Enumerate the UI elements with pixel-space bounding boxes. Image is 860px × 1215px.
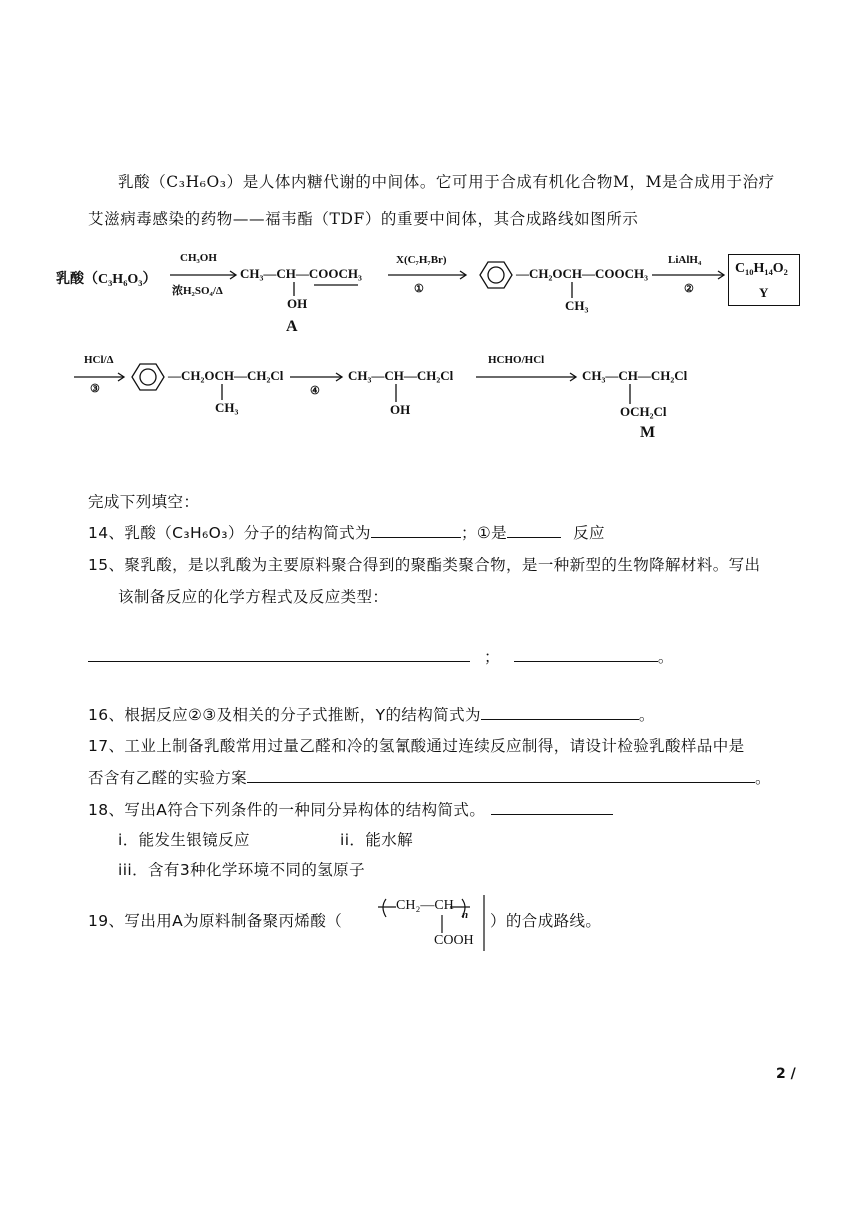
benzyl-chloride-ether: —CH₂OCH—CH₂Cl (168, 368, 284, 383)
benzene-ring-2 (132, 364, 164, 390)
chlorohydrin: CH₃—CH—CH₂Cl (348, 368, 454, 383)
question-18 (88, 798, 613, 820)
bracket-right (462, 899, 465, 917)
q15-blank-equation[interactable] (88, 647, 470, 662)
intro-line-1: 乳酸（C₃H₆O₃）是人体内糖代谢的中间体。它可用于合成有机化合物M，M是合成用于治疗 (118, 173, 775, 191)
arrow4-bottom-label: ③ (90, 383, 100, 395)
arrow3-bottom-label: ② (684, 283, 694, 295)
arrow2-bottom-label: ① (414, 283, 424, 295)
question-15-answer-line (88, 645, 674, 667)
chlorohydrin-oh: OH (390, 402, 411, 417)
question-17-line-1: 17、工业上制备乳酸常用过量乙醛和冷的氢氰酸通过连续反应制得，请设计检验乳酸样品中是 (88, 737, 745, 755)
arrow1-top-label: CH₃OH (180, 252, 217, 264)
benzyl-ester-ch3: CH₃ (565, 298, 589, 313)
q16-end: 。 (638, 706, 655, 724)
q17-blank[interactable] (247, 768, 755, 783)
question-19-text-b: ）的合成路线。 (490, 912, 602, 930)
questions-heading: 完成下列填空： (88, 493, 200, 511)
q14-blank-reaction-type[interactable] (507, 523, 561, 538)
scheme-lines (0, 0, 860, 460)
polymer-cooh: COOH (434, 933, 474, 948)
q18-condition-iii: iii．含有3种化学环境不同的氢原子 (118, 861, 365, 879)
compound-m: CH₃—CH—CH₂Cl (582, 368, 688, 383)
q17-text: 否含有乙醛的实验方案 (88, 769, 248, 787)
compound-m-och2cl: OCH₂Cl (620, 404, 667, 419)
q14-text-c: 反应 (573, 524, 605, 542)
q16-blank[interactable] (481, 705, 639, 720)
q16-text: 16、根据反应②③及相关的分子式推断，Y的结构简式为 (88, 706, 481, 724)
benzene-ring-1 (480, 262, 512, 288)
compound-y-label: Y (759, 285, 769, 300)
arrow2-top-label: X(C₇H₇Br) (396, 254, 447, 266)
polymer-repeat-unit: CH₂—CH (396, 898, 454, 913)
q17-end: 。 (755, 769, 771, 787)
question-14 (88, 521, 605, 543)
q15-separator: ； (484, 648, 500, 666)
question-16 (88, 703, 655, 725)
q14-text-b: ；①是 (460, 524, 508, 542)
q15-end: 。 (657, 648, 674, 666)
q18-text: 18、写出A符合下列条件的一种同分异构体的结构简式。 (88, 801, 486, 819)
question-17-line-2 (88, 766, 771, 788)
polymer-n: n (462, 909, 469, 921)
q18-condition-i: i．能发生银镜反应 (118, 831, 250, 849)
q15-blank-reaction-type[interactable] (514, 647, 658, 662)
compound-a: CH₃—CH—COOCH₃ (240, 266, 362, 281)
benzyl-ester: —CH₂OCH—COOCH₃ (516, 266, 649, 281)
question-19-text-a: 19、写出用A为原料制备聚丙烯酸（ (88, 912, 343, 930)
arrow5-bottom-label: ④ (310, 385, 320, 397)
benzene-ring-1-circle (488, 267, 504, 283)
compound-y-formula: C₁₀H₁₄O₂ (735, 261, 788, 276)
arrow1-bottom-label: 浓H₂SO₄/Δ (172, 285, 223, 297)
polymer-brackets (370, 893, 490, 953)
intro-line-2: 艾滋病毒感染的药物——福韦酯（TDF）的重要中间体，其合成路线如图所示 (88, 210, 639, 228)
arrow3-top-label: LiAlH₄ (668, 254, 702, 266)
question-15-line-1: 15、聚乳酸，是以乳酸为主要原料聚合得到的聚酯类聚合物，是一种新型的生物降解材料。写出 (88, 556, 761, 574)
q14-text-a: 14、乳酸（C₃H₆O₃）分子的结构简式为 (88, 524, 371, 542)
benzyl-chloride-ether-ch3: CH₃ (215, 400, 239, 415)
polyacrylic-acid-structure (370, 893, 490, 953)
q14-blank-structure[interactable] (371, 523, 461, 538)
arrow6-top-label: HCHO/HCl (488, 354, 545, 366)
bracket-left (383, 899, 386, 917)
question-15-line-2: 该制备反应的化学方程式及反应类型： (118, 588, 389, 606)
q18-condition-ii: ii．能水解 (340, 831, 414, 849)
q18-blank[interactable] (491, 800, 613, 815)
compound-m-label: M (640, 424, 656, 441)
lactic-acid-start: 乳酸（C₃H₆O₃） (56, 272, 157, 287)
compound-a-oh: OH (287, 296, 308, 311)
compound-a-label: A (286, 318, 298, 335)
page-number: 2 / (776, 1066, 796, 1082)
benzene-ring-2-circle (140, 369, 156, 385)
arrow4-top-label: HCl/Δ (84, 354, 114, 366)
